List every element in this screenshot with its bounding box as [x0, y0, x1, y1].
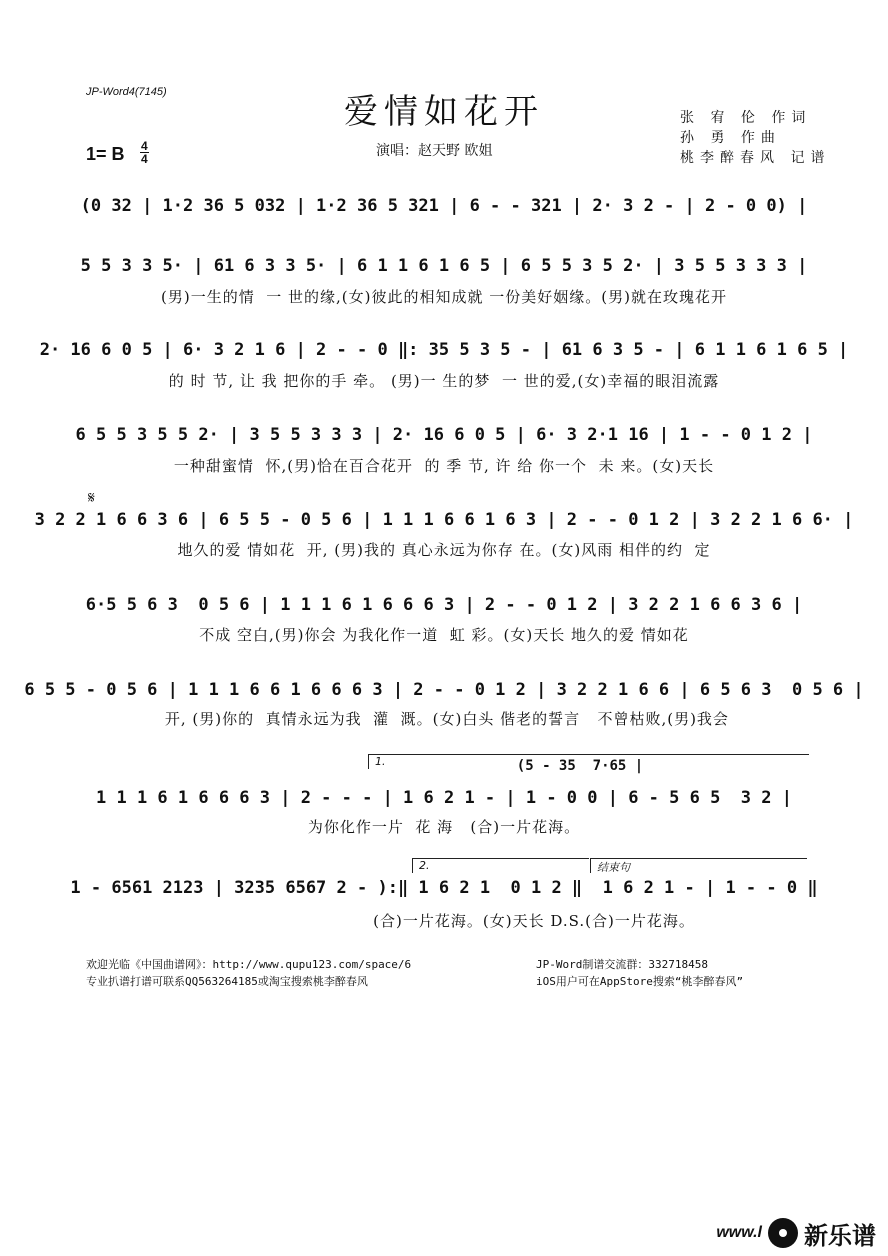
score-line-3: 2· 16 6 0 5 | 6· 3 2 1 6 | 2 - - 0 ‖: 35 5 3 5 - | 61 6 3 5 - | 6 1 1 6 1 6 5 |	[39, 340, 849, 360]
footer-left	[86, 956, 411, 990]
footer-group: JP-Word制谱交流群：332718458	[536, 958, 708, 971]
lyrics-line-7: 开, (男)你的 真情永远为我 灌 溉。(女)白头 偕老的誓言 不曾枯败,(男)我会	[159, 710, 729, 728]
credits-block	[680, 108, 830, 168]
lyrics-line-4: 一种甜蜜情 怀,(男)恰在百合花开 的 季 节, 许 给 你一个 未 来。(女)天长	[173, 457, 715, 475]
volta-2-bracket	[412, 858, 589, 873]
time-signature	[140, 140, 149, 165]
volta-1-label: 1.	[375, 755, 386, 768]
footer-appstore: iOS用户可在AppStore搜索“桃李醉春风”	[536, 975, 744, 988]
watermark-brand	[716, 1216, 876, 1250]
score-line-8: 1 1 1 6 1 6 6 6 3 | 2 - - - | 1 6 2 1 - | 1 - 0 0 | 6 - 5 6 5 3 2 |	[96, 788, 792, 808]
score-line-5: 3 2 2 1 6 6 3 6 | 6 5 5 - 0 5 6 | 1 1 1 6 6 1 6 3 | 2 - - 0 1 2 | 3 2 2 1 6 6· |	[34, 510, 854, 530]
record-disc-icon	[768, 1218, 798, 1248]
score-line-2: 5 5 3 3 5· | 61 6 3 3 5· | 6 1 1 6 1 6 5 | 6 5 5 3 5 2· | 3 5 5 3 3 3 |	[80, 256, 808, 276]
lyrics-line-8: 为你化作一片 花 海 (合)一片花海。	[307, 818, 581, 836]
score-line-4: 6 5 5 3 5 5 2· | 3 5 5 3 3 3 | 2· 16 6 0 5 | 6· 3 2·1 16 | 1 - - 0 1 2 |	[75, 425, 813, 445]
lyrics-line-5: 地久的爱 情如花 开, (男)我的 真心永远为你存 在。(女)风雨 相伴的约 定	[177, 541, 711, 559]
lyrics-line-2: (男)一生的情 一 世的缘,(女)彼此的相知成就 一份美好姻缘。(男)就在玫瑰花开	[161, 288, 727, 306]
intro-phrase: (5 - 35 7·65 |	[516, 758, 644, 774]
score-line-9: 1 - 6561 2123 | 3235 6567 2 - ):‖ 1 6 2 1 0 1 2 ‖ 1 6 2 1 - | 1 - - 0 ‖	[70, 878, 818, 898]
composer-credit: 孙 勇 作曲	[680, 130, 781, 146]
brand-name: 新乐谱	[804, 1221, 876, 1250]
footer-website: 欢迎光临《中国曲谱网》：http://www.qupu123.com/space/6	[86, 958, 412, 971]
score-line-1: (0 32 | 1·2 36 5 032 | 1·2 36 5 321 | 6 - - 321 | 2· 3 2 - | 2 - 0 0) |	[80, 196, 808, 216]
score-line-7: 6 5 5 - 0 5 6 | 1 1 1 6 6 1 6 6 6 3 | 2 - - 0 1 2 | 3 2 2 1 6 6 | 6 5 6 3 0 5 6 |	[24, 680, 864, 700]
song-title: 爱情如花开	[344, 92, 544, 132]
coda-label: 结束句	[597, 861, 630, 874]
coda-bracket	[590, 858, 807, 873]
lyrics-line-6: 不成 空白,(男)你会 为我化作一道 虹 彩。(女)天长 地久的爱 情如花	[199, 626, 689, 644]
footer-contact: 专业扒谱打谱可联系QQ563264185或淘宝搜索桃李醉春风	[86, 975, 368, 988]
segno-sign: 𝄋	[88, 488, 95, 507]
time-top: 4	[141, 139, 148, 153]
key-signature: 1= B	[86, 144, 125, 164]
lyrics-line-9: (合)一片花海。(女)天长 D.S.(合)一片花海。	[373, 912, 695, 930]
volta-2-label: 2.	[419, 859, 430, 872]
brand-url: www.l	[716, 1224, 762, 1241]
software-version: JP-Word4(7145)	[86, 86, 167, 98]
lyricist-credit: 张 宥 伦 作词	[680, 110, 812, 126]
time-bottom: 4	[141, 152, 148, 166]
singer-credit: 演唱：赵天野 欧姐	[376, 143, 493, 159]
lyrics-line-3: 的 时 节, 让 我 把你的手 牵。 (男)一 生的梦 一 世的爱,(女)幸福的眼泪流露	[168, 372, 720, 390]
footer-right	[536, 956, 743, 990]
score-line-6: 6·5 5 6 3 0 5 6 | 1 1 1 6 1 6 6 6 3 | 2 - - 0 1 2 | 3 2 2 1 6 6 3 6 |	[85, 595, 803, 615]
transcriber-credit: 桃李醉春风 记谱	[680, 150, 831, 166]
